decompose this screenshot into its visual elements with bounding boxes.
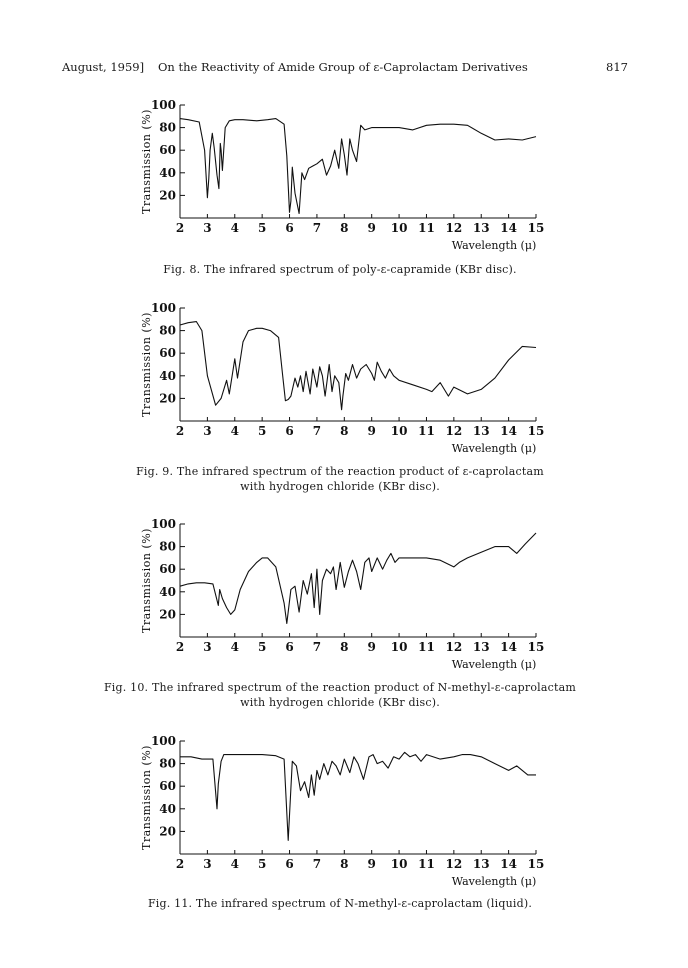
x-tick-label: 13 (472, 640, 490, 654)
x-tick-label: 11 (418, 221, 435, 235)
figure-11-caption (90, 896, 590, 911)
x-axis-label: Wavelength (μ) (451, 239, 537, 252)
x-axis-label: Wavelength (μ) (451, 442, 537, 455)
x-tick-label: 10 (390, 640, 408, 654)
x-tick-label: 15 (527, 424, 545, 438)
x-tick-label: 7 (312, 424, 322, 438)
x-tick-label: 2 (175, 424, 185, 438)
y-tick-label: 60 (159, 562, 176, 577)
y-tick-label: 60 (159, 779, 176, 794)
figure-10-caption-line1: Fig. 10. The infrared spectrum of the reaction product of N-methyl-ε-caprolactam (103, 681, 577, 694)
x-tick-label: 5 (257, 424, 267, 438)
x-tick-label: 2 (175, 640, 185, 654)
y-tick-label: 80 (159, 539, 176, 554)
figure-10-caption (90, 680, 590, 710)
x-tick-label: 9 (367, 640, 376, 654)
running-title: On the Reactivity of Amide Group of ε-Caprolactam Derivatives (158, 60, 528, 74)
x-tick-label: 5 (257, 857, 267, 871)
x-tick-label: 14 (500, 221, 517, 235)
y-tick-label: 20 (159, 188, 176, 203)
page-header (62, 60, 628, 78)
y-tick-label: 80 (159, 120, 176, 135)
x-tick-label: 14 (500, 640, 517, 654)
figure-8-caption-line1: Fig. 8. The infrared spectrum of poly-ε-capramide (KBr disc). (163, 263, 517, 276)
x-tick-label: 2 (175, 857, 185, 871)
spectrum-line (180, 119, 536, 214)
y-tick-label: 60 (159, 143, 176, 158)
x-tick-label: 12 (445, 640, 463, 654)
x-tick-label: 4 (230, 424, 239, 438)
x-tick-label: 7 (312, 857, 322, 871)
x-tick-label: 15 (527, 221, 545, 235)
x-tick-label: 13 (472, 857, 490, 871)
y-tick-label: 100 (150, 98, 176, 112)
figure-9-caption (90, 464, 590, 494)
y-tick-label: 100 (150, 517, 176, 531)
page-number: 817 (606, 60, 628, 74)
x-axis-label: Wavelength (μ) (451, 658, 537, 671)
x-tick-label: 12 (445, 857, 463, 871)
y-axis-label: Transmission (%) (140, 109, 153, 214)
x-tick-label: 8 (340, 640, 349, 654)
x-tick-label: 8 (340, 221, 349, 235)
x-tick-label: 4 (230, 221, 239, 235)
x-tick-label: 14 (500, 857, 517, 871)
x-tick-label: 11 (418, 640, 435, 654)
x-tick-label: 6 (285, 221, 294, 235)
x-tick-label: 13 (472, 221, 490, 235)
x-tick-label: 3 (203, 424, 212, 438)
x-tick-label: 10 (390, 857, 408, 871)
x-axis-label: Wavelength (μ) (451, 875, 537, 888)
x-tick-label: 15 (527, 640, 545, 654)
x-tick-label: 11 (418, 424, 435, 438)
y-tick-label: 80 (159, 323, 176, 338)
x-tick-label: 9 (367, 424, 376, 438)
y-tick-label: 20 (159, 391, 176, 406)
x-tick-label: 6 (285, 640, 294, 654)
y-tick-label: 100 (150, 301, 176, 315)
x-tick-label: 3 (203, 640, 212, 654)
figure-10-caption-line2: with hydrogen chloride (KBr disc). (240, 696, 440, 709)
x-tick-label: 5 (257, 221, 267, 235)
x-tick-label: 9 (367, 857, 376, 871)
x-tick-label: 14 (500, 424, 517, 438)
x-tick-label: 4 (230, 857, 239, 871)
x-tick-label: 10 (390, 221, 408, 235)
x-tick-label: 4 (230, 640, 239, 654)
x-tick-label: 10 (390, 424, 408, 438)
y-tick-label: 20 (159, 607, 176, 622)
y-axis-label: Transmission (%) (140, 745, 153, 850)
figure-9-caption-line2: with hydrogen chloride (KBr disc). (240, 480, 440, 493)
y-tick-label: 60 (159, 346, 176, 361)
figure-9-caption-line1: Fig. 9. The infrared spectrum of the reaction product of ε-caprolactam (136, 465, 544, 478)
y-tick-label: 40 (159, 801, 176, 816)
x-tick-label: 5 (257, 640, 267, 654)
x-tick-label: 8 (340, 857, 349, 871)
y-tick-label: 80 (159, 756, 176, 771)
x-tick-label: 9 (367, 221, 376, 235)
y-axis-label: Transmission (%) (140, 528, 153, 633)
figure-11-caption-line1: Fig. 11. The infrared spectrum of N-methyl-ε-caprolactam (liquid). (147, 897, 533, 910)
y-tick-label: 100 (150, 734, 176, 748)
x-tick-label: 8 (340, 424, 349, 438)
y-tick-label: 40 (159, 368, 176, 383)
spectrum-line (180, 322, 536, 410)
x-tick-label: 6 (285, 424, 294, 438)
y-tick-label: 40 (159, 584, 176, 599)
x-tick-label: 7 (312, 640, 322, 654)
journal-date: August, 1959] (62, 60, 145, 74)
x-tick-label: 2 (175, 221, 185, 235)
figure-8-caption (90, 262, 590, 277)
x-tick-label: 6 (285, 857, 294, 871)
x-tick-label: 3 (203, 857, 212, 871)
spectrum-line (180, 752, 536, 840)
spectrum-line (180, 533, 536, 623)
x-tick-label: 15 (527, 857, 545, 871)
y-tick-label: 40 (159, 165, 176, 180)
x-tick-label: 12 (445, 221, 463, 235)
x-tick-label: 13 (472, 424, 490, 438)
y-axis-label: Transmission (%) (140, 312, 153, 417)
x-tick-label: 12 (445, 424, 463, 438)
x-tick-label: 7 (312, 221, 322, 235)
y-tick-label: 20 (159, 824, 176, 839)
x-tick-label: 3 (203, 221, 212, 235)
x-tick-label: 11 (418, 857, 435, 871)
